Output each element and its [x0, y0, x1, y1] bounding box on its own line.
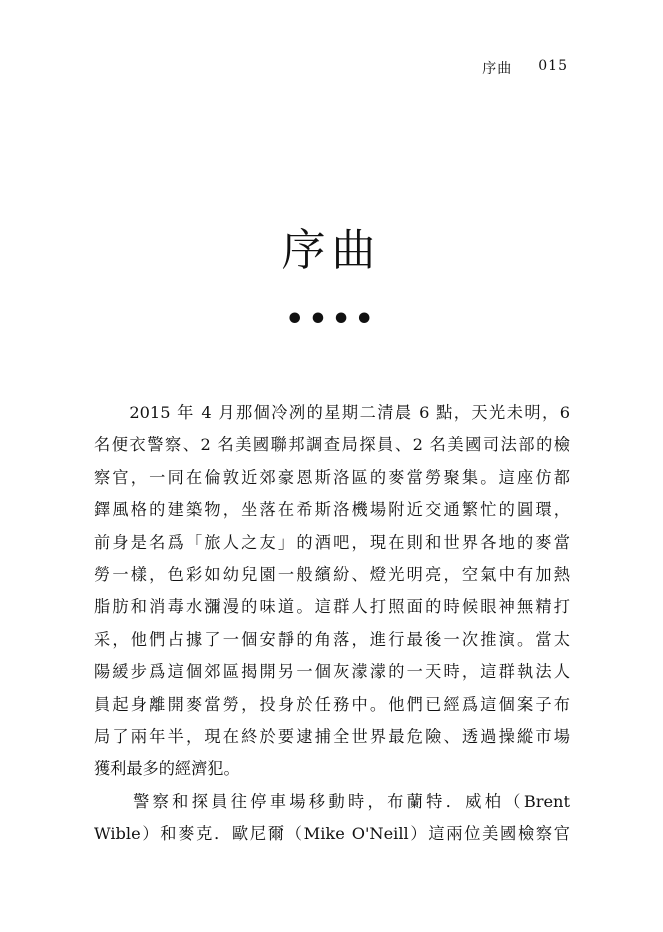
chapter-title: 序曲	[281, 225, 382, 276]
text-line: 名便衣警察、2 名美國聯邦調查局探員、2 名美國司法部的檢	[94, 435, 570, 455]
text-line: 陽緩步爲這個郊區揭開另一個灰濛濛的一天時，這群執法人	[94, 662, 570, 682]
text-line: 獲利最多的經濟犯。	[94, 759, 240, 779]
text-line: Wible）和麥克．歐尼爾（Mike O'Neill）這兩位美國檢察官	[94, 824, 570, 844]
ornament-dots: ••••	[285, 302, 378, 337]
text-line: 鐸風格的建築物，坐落在希斯洛機場附近交通繁忙的圓環，	[94, 500, 570, 520]
text-line: 警察和探員往停車場移動時，布蘭特．威柏（Brent	[94, 791, 570, 811]
paragraph-2	[94, 786, 570, 851]
text-line: 2015 年 4 月那個冷冽的星期二清晨 6 點，天光未明，6	[94, 403, 570, 422]
page-number: 015	[538, 58, 568, 74]
text-line: 前身是名爲「旅人之友」的酒吧，現在則和世界各地的麥當	[94, 532, 570, 552]
text-line: 采，他們占據了一個安靜的角落，進行最後一次推演。當太	[94, 629, 570, 649]
text-line: 勞一樣，色彩如幼兒園一般繽紛、燈光明亮，空氣中有加熱	[94, 565, 570, 585]
running-head	[482, 58, 568, 78]
body-text	[94, 397, 570, 851]
text-line: 脂肪和消毒水瀰漫的味道。這群人打照面的時候眼神無精打	[94, 597, 570, 617]
running-head-section: 序曲	[482, 61, 513, 77]
text-line: 員起身離開麥當勞，投身於任務中。他們已經爲這個案子布	[94, 694, 570, 714]
paragraph-1	[94, 397, 570, 786]
text-line: 察官，一同在倫敦近郊豪恩斯洛區的麥當勞聚集。這座仿都	[94, 467, 570, 487]
text-line: 局了兩年半，現在終於要逮捕全世界最危險、透過操縱市場	[94, 727, 570, 747]
